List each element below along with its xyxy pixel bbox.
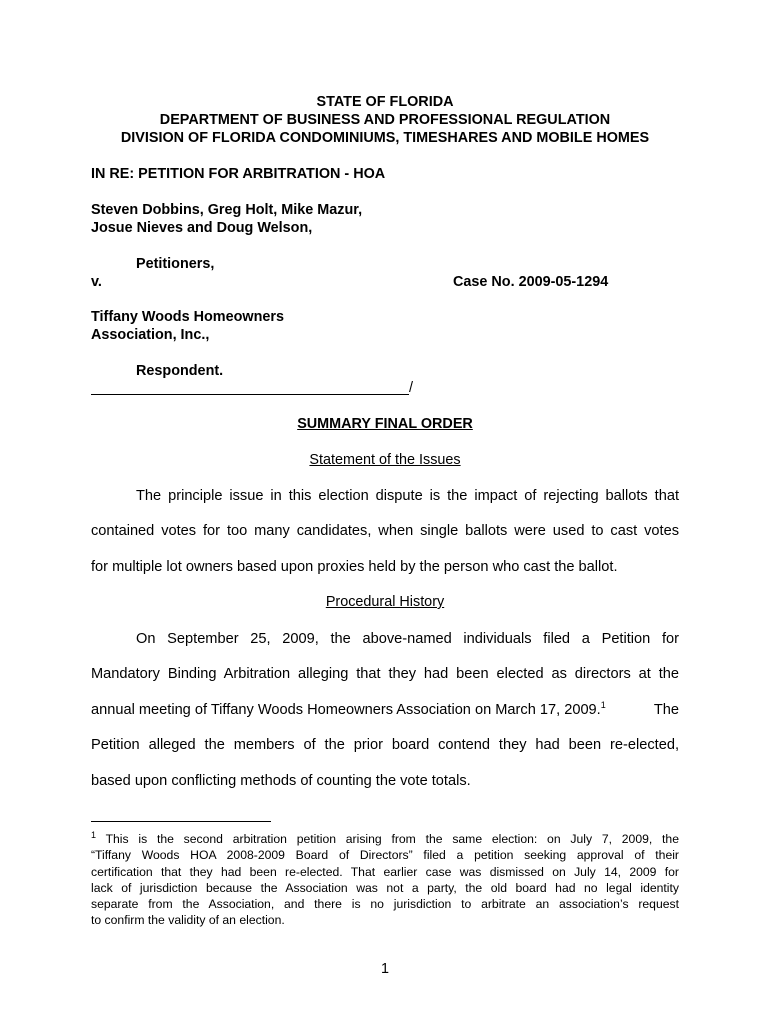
issues-paragraph bbox=[91, 487, 679, 576]
respondent-name-1: Tiffany Woods Homeowners bbox=[91, 309, 284, 325]
petitioners-label: Petitioners, bbox=[136, 256, 215, 272]
footnote-line-4: lack of jurisdiction because the Association was not a party, the old board had no legal identity bbox=[91, 880, 679, 895]
respondent-name-2: Association, Inc., bbox=[91, 327, 210, 343]
footnote-number: 1 bbox=[91, 829, 97, 840]
issues-line-3: for multiple lot owners based upon proxies held by the person who cast the ballot. bbox=[91, 559, 618, 575]
history-line-5: based upon conflicting methods of counting the vote totals. bbox=[91, 773, 471, 789]
header-division: DIVISION OF FLORIDA CONDOMINIUMS, TIMESHARES AND MOBILE HOMES bbox=[120, 130, 650, 146]
issues-heading: Statement of the Issues bbox=[309, 452, 461, 468]
footnote-line-6: to confirm the validity of an election. bbox=[91, 913, 285, 928]
footnote bbox=[91, 831, 679, 929]
page-number: 1 bbox=[380, 961, 389, 977]
history-line-4: Petition alleged the members of the prior board contend they had been re-elected, bbox=[91, 737, 679, 753]
footnote-reference[interactable]: 1 bbox=[600, 700, 606, 711]
footnote-line-1: $^1$ This is the second arbitration petition arising from the same election: on July 7, 2009, the bbox=[91, 829, 679, 846]
history-heading: Procedural History bbox=[325, 594, 445, 610]
caption-rule bbox=[91, 394, 409, 395]
header-state: STATE OF FLORIDA bbox=[316, 94, 454, 110]
issues-line-2: contained votes for too many candidates, when single ballots were used to cast votes bbox=[91, 523, 679, 539]
petitioners-names-2: Josue Nieves and Doug Welson, bbox=[91, 220, 313, 236]
footnote-line-3: certification that they had been re-elected. That earlier case was dismissed on July 14, 2009 for bbox=[91, 864, 679, 879]
footnote-rule bbox=[91, 821, 271, 822]
case-number: Case No. 2009-05-1294 bbox=[453, 274, 609, 290]
issues-line-1: The principle issue in this election dispute is the impact of rejecting ballots that bbox=[136, 488, 679, 504]
order-title: SUMMARY FINAL ORDER bbox=[297, 416, 473, 432]
header-department: DEPARTMENT OF BUSINESS AND PROFESSIONAL REGULATION bbox=[159, 112, 611, 128]
respondent-label: Respondent. bbox=[136, 363, 224, 379]
footnote-line-2: “Tiffany Woods HOA 2008-2009 Board of Directors” filed a petition seeking approval of their bbox=[91, 848, 679, 863]
history-paragraph bbox=[91, 630, 679, 790]
versus-label: v. bbox=[91, 274, 102, 290]
history-line-2: Mandatory Binding Arbitration alleging that they had been elected as directors at the bbox=[91, 666, 679, 682]
history-line-3: annual meeting of Tiffany Woods Homeowners Association on March 17, 2009.$^1$ The bbox=[91, 700, 679, 718]
history-line-1: On September 25, 2009, the above-named individuals filed a Petition for bbox=[136, 631, 679, 647]
caption-slash: / bbox=[409, 380, 413, 396]
footnote-line-5: separate from the Association, and there is no jurisdiction to arbitrate an association’s request bbox=[91, 897, 679, 912]
petitioners-names-1: Steven Dobbins, Greg Holt, Mike Mazur, bbox=[91, 202, 363, 218]
in-re-line: IN RE: PETITION FOR ARBITRATION - HOA bbox=[91, 166, 386, 182]
